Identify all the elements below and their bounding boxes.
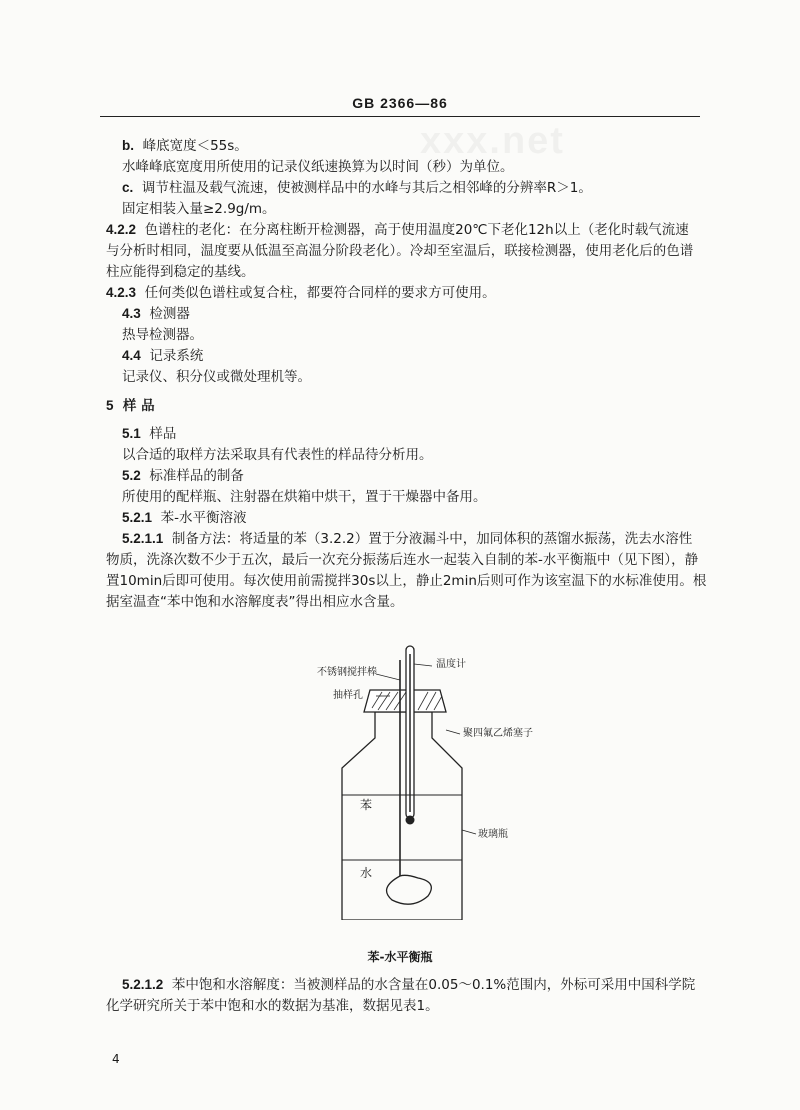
- para-5-2-1-2: 5.2.1.2 苯中饱和水溶解度：当被测样品的水含量在0.05～0.1%范围内，外标可采用中国科学院: [122, 977, 696, 993]
- para-5-1: 以合适的取样方法采取具有代表性的样品待分析用。: [122, 447, 433, 463]
- label-thermometer: 温度计: [436, 659, 466, 670]
- para-4-4: 记录仪、积分仪或微处理机等。: [122, 369, 311, 385]
- line-4-2-1-b: b. 峰底宽度＜55s。: [122, 138, 248, 154]
- line-c-desc: 固定相装入量≥2.9g/m。: [122, 201, 276, 217]
- para-5-2-1-2-cont: 化学研究所关于苯中饱和水的数据为基准，数据见表1。: [106, 998, 439, 1014]
- heading-4-3: 4.3 检测器: [122, 306, 190, 322]
- para-4-2-2-cont2: 柱应能得到稳定的基线。: [106, 264, 255, 280]
- figure-caption: 苯-水平衡瓶: [367, 950, 433, 964]
- para-5-2-1-1: 5.2.1.1 制备方法：将适量的苯（3.2.2）置于分液漏斗中，加同体积的蒸馏水振荡，洗去水溶性: [122, 531, 693, 547]
- line-4-2-1-c: c. 调节柱温及载气流速，使被测样品中的水峰与其后之相邻峰的分辨率R＞1。: [122, 180, 592, 196]
- heading-5-2-1: 5.2.1 苯-水平衡溶液: [122, 510, 247, 526]
- para-4-2-3: 4.2.3 任何类似色谱柱或复合柱，都要符合同样的要求方可使用。: [106, 285, 496, 301]
- label-stopper: 聚四氟乙烯塞子: [463, 728, 533, 739]
- label-bottle: 玻璃瓶: [478, 829, 508, 840]
- page-number: 4: [112, 1052, 120, 1066]
- para-5-2-1-1-cont1: 物质，洗涤次数不少于五次，最后一次充分振荡后连水一起装入自制的苯-水平衡瓶中（见下图），静: [106, 552, 699, 568]
- para-5-2-1-1-cont3: 据室温查“苯中饱和水溶解度表”得出相应水含量。: [106, 594, 404, 610]
- label-sampling-hole: 抽样孔: [333, 690, 363, 701]
- label-benzene: 苯: [360, 798, 373, 812]
- label-water: 水: [360, 866, 373, 880]
- heading-5-1: 5.1 样品: [122, 426, 177, 442]
- heading-5-2: 5.2 标准样品的制备: [122, 468, 244, 484]
- line-b-desc: 水峰峰底宽度用所使用的记录仪纸速换算为以时间（秒）为单位。: [122, 159, 514, 175]
- para-5-2-1-1-cont2: 置10min后即可使用。每次使用前需搅拌30s以上，静止2min后则可作为该室温下的水标准使用。根: [106, 573, 707, 589]
- header-rule: [100, 116, 700, 117]
- para-4-2-2-cont1: 与分析时相同，温度要从低温至高温分阶段老化）。冷却至室温后，联接检测器，使用老化后的色谱: [106, 243, 694, 259]
- para-4-2-2: 4.2.2 色谱柱的老化：在分离柱断开检测器，高于使用温度20℃下老化12h以上（老化时载气流速: [106, 222, 689, 238]
- header-code: GB 2366—86: [352, 95, 448, 111]
- heading-4-4: 4.4 记录系统: [122, 348, 204, 364]
- para-4-3: 热导检测器。: [122, 327, 203, 343]
- heading-5: 5 样 品: [106, 398, 155, 414]
- bottle-outline: [342, 712, 462, 920]
- label-stirrer: 不锈钢搅拌棒: [317, 667, 377, 678]
- para-5-2: 所使用的配样瓶、注射器在烘箱中烘干，置于干燥器中备用。: [122, 489, 487, 505]
